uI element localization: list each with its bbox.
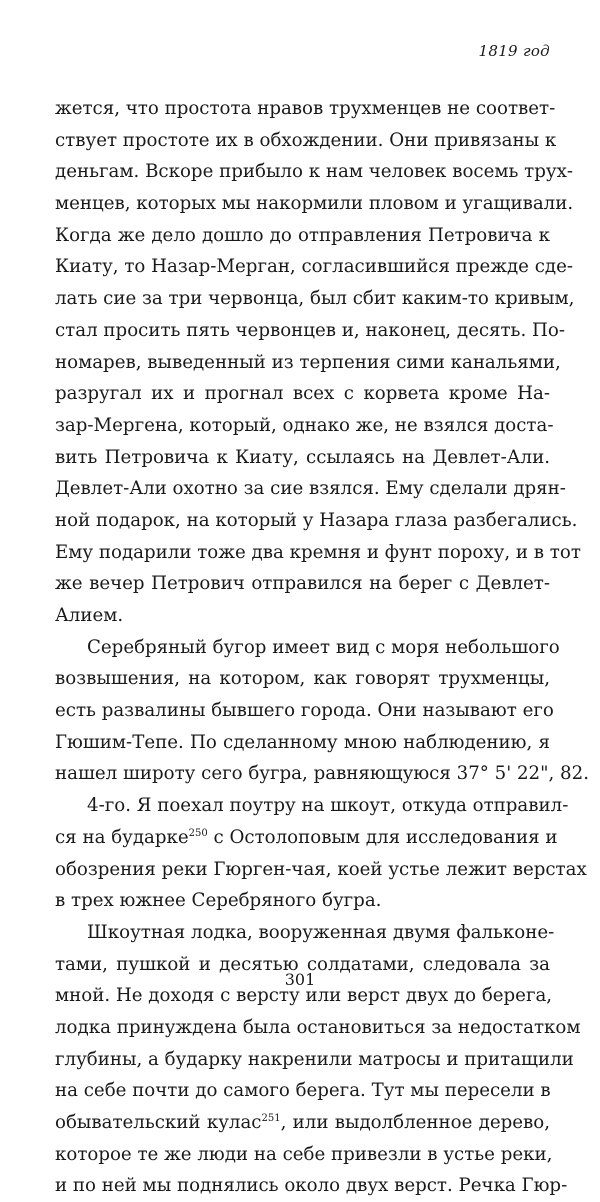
text-line: тами, пушкой и десятью солдатами, следовала за bbox=[55, 953, 550, 975]
text-line: на себе почти до самого берега. Тут мы пересели в bbox=[55, 1080, 551, 1102]
text-line: менцев, которых мы накормили пловом и угащивали. bbox=[55, 193, 574, 215]
text-line: которое те же люди на себе привезли в устье реки, bbox=[55, 1143, 553, 1165]
text-segment: , или выдолбленное дерево, bbox=[280, 1112, 551, 1133]
text-segment: с Остолоповым для исследования и bbox=[213, 826, 558, 848]
text-line: 4-го. Я поехал поутру на шкоут, откуда отправил- bbox=[87, 795, 569, 817]
footnote-ref-251[interactable]: 251 bbox=[261, 1112, 281, 1124]
text-line: деньгам. Вскоре прибыло к нам человек восемь трух- bbox=[55, 161, 573, 183]
text-line-with-footnote bbox=[55, 822, 558, 854]
text-line: лать сие за три червонца, был сбит каким-то кривым, bbox=[55, 288, 575, 310]
text-line-with-footnote bbox=[55, 1107, 550, 1139]
text-segment: обывательский кулас bbox=[55, 1112, 262, 1133]
text-line: ствует простоте их в обхождении. Они привязаны к bbox=[55, 129, 557, 151]
text-line: же вечер Петрович отправился на берег с Девлет- bbox=[55, 573, 550, 595]
text-line: Киату, то Назар-Мерган, согласившийся прежде сде- bbox=[55, 256, 573, 278]
text-line: Алием. bbox=[55, 605, 124, 626]
text-line: вить Петровича к Киату, ссылаясь на Девлет-Али. bbox=[55, 446, 550, 468]
text-line: номарев, выведенный из терпения сими канальями, bbox=[55, 351, 561, 373]
text-line: и по ней мы поднялись около двух верст. Речка Гюр- bbox=[55, 1175, 568, 1197]
text-line: ной подарок, на который у Назара глаза разбегались. bbox=[55, 509, 578, 531]
text-line: Когда же дело дошло до отправления Петровича к bbox=[55, 224, 550, 246]
text-segment: ся на бударке bbox=[55, 826, 189, 848]
text-line: жется, что простота нравов трухменцев не соответ- bbox=[55, 98, 556, 119]
text-line: Шкоутная лодка, вооруженная двумя фальконе- bbox=[87, 921, 555, 943]
text-line: мной. Не доходя с версту или верст двух до берега, bbox=[55, 985, 553, 1007]
text-line: обозрения реки Гюрген-чая, коей устье лежит верстах bbox=[55, 858, 587, 880]
footnote-ref-250[interactable]: 250 bbox=[188, 827, 208, 839]
text-line: стал просить пять червонцев и, наконец, десять. По- bbox=[55, 319, 565, 341]
text-line: глубины, а бударку накренили матросы и притащили bbox=[55, 1048, 574, 1070]
text-line: Ему подарили тоже два кремня и фунт пороху, и в тот bbox=[55, 541, 581, 563]
text-line: есть развалины бывшего города. Они называют его bbox=[55, 700, 554, 722]
text-line: Гюшим-Тепе. По сделанному мною наблюдению, я bbox=[55, 731, 550, 753]
text-line: Девлет-Али охотно за сие взялся. Ему сделали дрян- bbox=[55, 478, 566, 500]
text-line: в трех южнее Серебряного бугра. bbox=[55, 890, 382, 912]
text-line: Серебряный бугор имеет вид с моря небольшого bbox=[87, 636, 560, 658]
text-line: зар-Мергена, который, однако же, не взялся доста- bbox=[55, 414, 554, 436]
text-line: возвышения, на котором, как говорят трухменцы, bbox=[55, 668, 550, 690]
page-number: 301 bbox=[284, 970, 316, 989]
text-line: лодка принуждена была остановиться за недостатком bbox=[55, 1016, 581, 1038]
text-line: разругал их и прогнал всех с корвета кроме На- bbox=[55, 383, 550, 405]
text-line: нашел широту сего бугра, равняющуюся 37° 5' 22", 82. bbox=[55, 763, 589, 785]
running-header: 1819 год bbox=[478, 42, 550, 60]
body-text bbox=[55, 93, 589, 1202]
